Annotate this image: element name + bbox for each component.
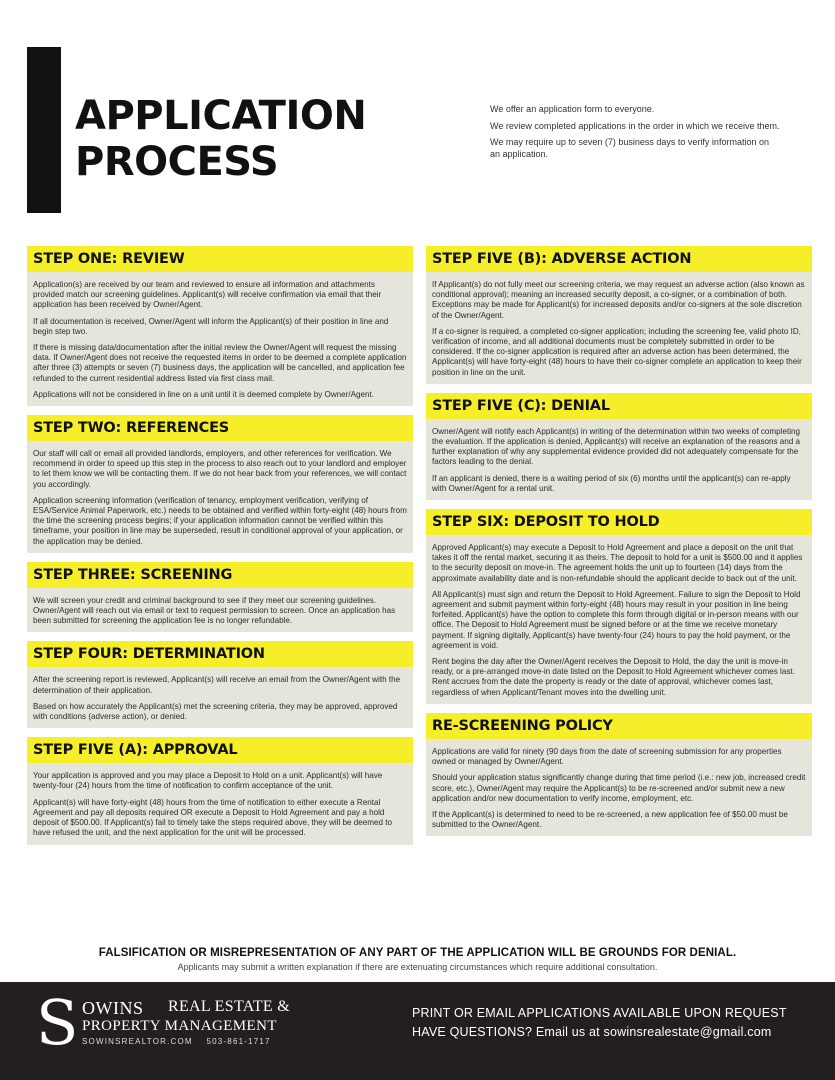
left-column: [27, 246, 413, 854]
paragraph: All Applicant(s) must sign and return the Deposit to Hold Agreement. Failure to sign the Deposit to Hold agreement and submit payment within forty-eight (48) hours may result in your position in line being forfeited. Applicant(s) have the option to complete this form through digital or in-person means with our office. The Deposit to Hold Agreement must be signed before or at the time we receive monetary payment. If signing digitally, Applicant(s) have twenty-four (24) hours to pay the hold payment, or the agreement is void.: [432, 589, 801, 650]
paragraph: Approved Applicant(s) may execute a Deposit to Hold Agreement and place a deposit on the unit that takes it off the rental market, securing it as theirs. The deposit to hold for a unit is $500.00 and it applies to the security deposit on move-in. The agreement holds the unit up to fourteen (14) days from the approximate availability date and is non-refundable should the applicant decide to back out of the unit.: [432, 543, 803, 583]
section-step-five-b: [426, 246, 812, 384]
paragraph: Application(s) are received by our team and reviewed to ensure all information and attachments provided match our screening guidelines. Applicant(s) will receive confirmation via email that their application has been received by Owner/Agent.: [33, 280, 382, 310]
header-accent-bar: [27, 47, 61, 213]
section-title: STEP FOUR: DETERMINATION: [27, 641, 413, 667]
logo-website: SOWINSREALTOR.COM: [82, 1037, 193, 1046]
questions-line: HAVE QUESTIONS? Email us at sowinsrealestate@gmail.com: [412, 1025, 772, 1039]
section-body: [426, 272, 812, 384]
paragraph: If an applicant is denied, there is a waiting period of six (6) months until the applicant(s) can re-apply with Owner/Agent for a rental unit.: [432, 473, 791, 493]
logo-real-estate: REAL ESTATE &: [168, 998, 291, 1015]
logo-phone: 503-861-1717: [206, 1037, 271, 1046]
paragraph: If Applicant(s) do not fully meet our screening criteria, we may request an adverse action (also known as conditional approval); meaning an increased security deposit, a co-signer, or a combination of both. Exceptions may be made for Applicant(s) for increased deposits and/or co-signers at the sole discretion of the Owner/Agent.: [432, 280, 805, 320]
applicants-note: Applicants may submit a written explanation if there are extenuating circumstances which require additional consultation.: [177, 962, 658, 972]
section-title: STEP ONE: REVIEW: [27, 246, 413, 272]
intro-paragraph: We may require up to seven (7) business days to verify information on an application.: [490, 137, 769, 159]
logo-property-management: PROPERTY MANAGEMENT: [82, 1018, 277, 1034]
section-step-three: [27, 562, 413, 633]
logo-owins: OWINS: [82, 998, 144, 1018]
page-title-line2: PROCESS: [75, 139, 279, 185]
intro-text: [490, 104, 780, 165]
section-title: STEP TWO: REFERENCES: [27, 415, 413, 441]
section-body: [27, 441, 413, 553]
section-body: [426, 535, 812, 704]
section-title: RE-SCREENING POLICY: [426, 713, 812, 739]
falsification-notice: FALSIFICATION OR MISREPRESENTATION OF ANY PART OF THE APPLICATION WILL BE GROUNDS FOR DENIAL.: [98, 947, 737, 959]
section-body: [426, 419, 812, 500]
section-title: STEP FIVE (C): DENIAL: [426, 393, 812, 419]
paragraph: Our staff will call or email all provided landlords, employers, and other references for verification. We recommend in order to speed up this step in the process to also reach out to your landlord and employer to let them know we will be contacting them. If we do not hear back from your references, we will contact you accordingly.: [33, 449, 407, 489]
paragraph: Owner/Agent will notify each Applicant(s) in writing of the determination within two weeks of completing the evaluation. If the application is denied, Applicant(s) will receive an explanation of the reasons and a further explanation of why any supplemental evidence provided did not adequately compensate for the factors leading to the denial.: [432, 426, 801, 467]
section-title: STEP FIVE (B): ADVERSE ACTION: [426, 246, 812, 272]
paragraph: We will screen your credit and criminal background to see if they meet our screening guidelines. Owner/Agent will reach out via email or text to request permission to screen. Once an application has been submitted for screening the application fee is no longer refundable.: [33, 595, 396, 626]
paragraph: Based on how accurately the Applicant(s) met the screening criteria, they may be approved, approved with conditions (adverse action), or denied.: [33, 701, 398, 722]
paragraph: If there is missing data/documentation after the initial review the Owner/Agent will request the missing data. If Owner/Agent does not receive the requested items in order to be deemed a complete application after three (3) attempts or seven (7) business days, the application will be cancelled, and application fee refunded to the current residential address listed via first class mail.: [33, 343, 407, 383]
paragraph: Applications are valid for ninety (90 days from the date of screening submission for any properties owned or managed by Owner/Agent.: [432, 746, 782, 767]
paragraph: If all documentation is received, Owner/Agent will inform the Applicant(s) of their position in line and begin step two.: [33, 316, 389, 336]
section-step-one: [27, 246, 413, 406]
section-step-six: [426, 509, 812, 704]
paragraph: Your application is approved and you may place a Deposit to Hold on a unit. Applicant(s) will have twenty-four (24) hours from the time of notification to confirm acceptance of the unit.: [33, 771, 383, 791]
section-body: [27, 272, 413, 406]
paragraph: If a co-signer is required, a completed co-signer application; including the screening fee, valid photo ID, verification of income, and all additional documents must be completely submitted in order to be considered. If the co-signer application is required after an adverse action has been determined, the Applicant(s) will have forty-eight (48) hours to have their co-signer complete an application to keep their position in line on the unit.: [432, 326, 802, 377]
section-body: [27, 763, 413, 844]
paragraph: Should your application status significantly change during that time period (i.e.: new job, increased credit score, etc.), Owner/Agent may require the Applicant(s) to be re-screened and/or submit new a new application and/or new documentation to verify income, employment, etc.: [432, 773, 806, 803]
paragraph: Application screening information (verification of tenancy, employment verification, verifying of ESA/Service Animal Paperwork, etc.) needs to be obtained and verified within forty-eight (48) hours from the time the screening process begins; if your application information cannot be verified within this timeframe, your position in line may be superseded, result in conditional approval of your application, or the application may be denied.: [33, 495, 407, 546]
intro-paragraph: We review completed applications in the order in which we receive them.: [490, 120, 780, 131]
section-title: STEP SIX: DEPOSIT TO HOLD: [426, 509, 812, 535]
section-rescreening: [426, 713, 812, 836]
page-title-line1: APPLICATION: [75, 93, 367, 139]
section-body: [426, 739, 812, 836]
section-title: STEP FIVE (A): APPROVAL: [27, 737, 413, 763]
section-title: STEP THREE: SCREENING: [27, 562, 413, 588]
paragraph: Applications will not be considered in line on a unit until it is deemed complete by Owner/Agent.: [33, 389, 375, 399]
section-step-five-a: [27, 737, 413, 844]
paragraph: After the screening report is reviewed, Applicant(s) will receive an email from the Owner/Agent with the determination of their application.: [33, 675, 401, 695]
paragraph: Applicant(s) will have forty-eight (48) hours from the time of notification to either execute a Rental Agreement and pay all deposits required OR execute a Deposit to Hold Agreement and pay a hold deposit of $500.00. If Applicant(s) fail to timely take the steps required above, they will be deemed to have refused the unit, and the next application for the unit will be processed.: [33, 797, 393, 838]
paragraph: If the Applicant(s) is determined to need to be re-screened, a new application fee of $50.00 must be submitted to the Owner/Agent.: [432, 809, 788, 830]
section-step-five-c: [426, 393, 812, 500]
section-body: [27, 667, 413, 728]
paragraph: Rent begins the day after the Owner/Agent receives the Deposit to Hold, the day the unit is move-in ready, or a pre-arranged move-in date listed on the Deposit to Hold Agreement whichever comes last. Rent accrues from the date the property is ready or the date of approval, whichever comes last, regardless of when Applicant/Tenant moves into the dwelling unit.: [432, 657, 795, 697]
section-body: [27, 588, 413, 633]
page-title: [75, 93, 475, 185]
logo-contact: [82, 1037, 271, 1046]
footer: [0, 982, 835, 1080]
section-step-four: [27, 641, 413, 728]
logo-letter: S: [36, 986, 79, 1059]
right-column: [426, 246, 812, 845]
print-email-line: PRINT OR EMAIL APPLICATIONS AVAILABLE UPON REQUEST: [412, 1006, 787, 1020]
section-step-two: [27, 415, 413, 553]
intro-paragraph: We offer an application form to everyone.: [490, 104, 655, 114]
